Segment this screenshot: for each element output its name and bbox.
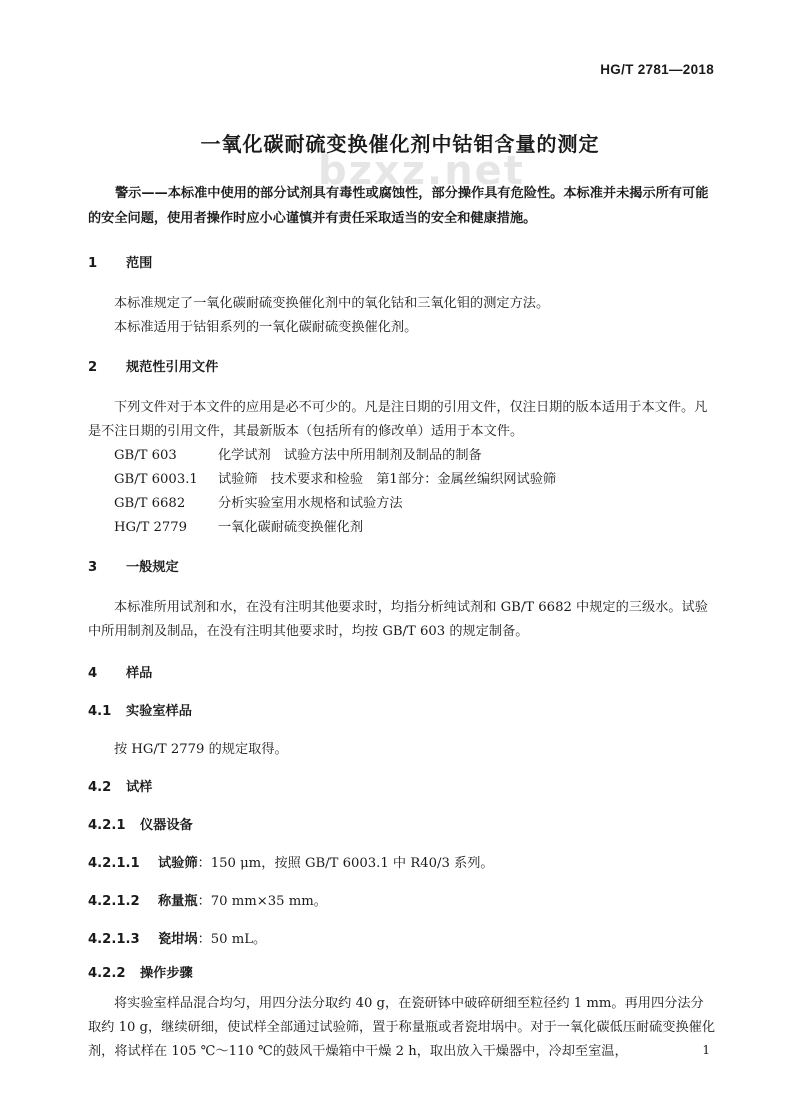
section-number: 3 (88, 560, 98, 575)
ref-code: HG/T 2779 (114, 520, 188, 535)
section-title: 实验室样品 (126, 704, 192, 719)
ref-item (114, 492, 403, 511)
section-2-heading (88, 356, 218, 375)
scope-line-1: 本标准规定了一氧化碳耐硫变换催化剂中的氧化钴和三氧化钼的测定方法。 (114, 296, 550, 311)
section-title: 试样 (126, 780, 153, 795)
procedure-text: 将实验室样品混合均匀，用四分法分取约 40 g，在瓷研钵中破碎研细至粒径约 1 mm。再用四分法分取约 10 g，继续研细，使试样全部通过试验筛，置于称量瓶或者瓷坩埚中。对于一氧化碳低压耐硫变换催化剂，将试样在 105 ℃～110 ℃的鼓风干燥箱中干燥 2 h，取出放入干燥器中，冷却至室温， (88, 996, 716, 1059)
item-text: ：50 mL。 (197, 932, 267, 947)
section-number: 4.1 (88, 704, 112, 719)
item-label: 试验筛 (158, 856, 198, 871)
section-number: 4.2.2 (88, 966, 126, 981)
ref-code: GB/T 6682 (114, 496, 186, 511)
section-number: 4 (88, 666, 98, 681)
ref-item (114, 444, 482, 463)
item-label: 瓷坩埚 (158, 932, 198, 947)
item-text: ：70 mm×35 mm。 (197, 894, 327, 909)
item-label: 称量瓶 (158, 894, 198, 909)
section-number: 2 (88, 360, 98, 375)
section-title: 范围 (126, 256, 153, 271)
apparatus-item (88, 890, 327, 909)
section-1-heading (88, 252, 152, 271)
lab-sample-text: 按 HG/T 2779 的规定取得。 (114, 742, 288, 757)
section-4-1-heading (88, 700, 192, 719)
item-number: 4.2.1.1 (88, 856, 140, 871)
item-number: 4.2.1.3 (88, 932, 140, 947)
ref-code: GB/T 603 (114, 448, 177, 463)
watermark: bzxz.net (318, 148, 525, 194)
ref-text: 一氧化碳耐硫变换催化剂 (218, 520, 364, 535)
section-number: 4.2 (88, 780, 112, 795)
section-4-2-heading (88, 776, 152, 795)
scope-line-2: 本标准适用于钴钼系列的一氧化碳耐硫变换催化剂。 (114, 320, 418, 335)
ref-code: GB/T 6003.1 (114, 472, 198, 487)
section-4-2-2-heading (88, 962, 193, 981)
section-title: 样品 (126, 666, 153, 681)
ref-text: 分析实验室用水规格和试验方法 (218, 496, 403, 511)
ref-item (114, 516, 363, 535)
ref-item (114, 468, 556, 487)
section-3-heading (88, 556, 179, 575)
section-4-heading (88, 662, 152, 681)
section-title: 一般规定 (126, 560, 179, 575)
section-number: 1 (88, 256, 98, 271)
item-text: ：150 μm，按照 GB/T 6003.1 中 R40/3 系列。 (197, 856, 494, 871)
section-4-2-1-heading (88, 814, 193, 833)
refs-intro: 下列文件对于本文件的应用是必不可少的。凡是注日期的引用文件，仅注日期的版本适用于本文件。凡是不注日期的引用文件，其最新版本（包括所有的修改单）适用于本文件。 (88, 400, 708, 439)
standard-code: HG/T 2781—2018 (600, 62, 714, 77)
apparatus-item (88, 852, 494, 871)
section-number: 4.2.1 (88, 818, 126, 833)
page-number: 1 (702, 1043, 710, 1057)
section-title: 规范性引用文件 (126, 360, 219, 375)
section-title: 仪器设备 (140, 818, 193, 833)
document-title: 一氧化碳耐硫变换催化剂中钴钼含量的测定 (200, 132, 600, 156)
general-text: 本标准所用试剂和水，在没有注明其他要求时，均指分析纯试剂和 GB/T 6682 中规定的三级水。试验中所用制剂及制品，在没有注明其他要求时，均按 GB/T 603 的规定制备。 (88, 600, 708, 639)
section-title: 操作步骤 (140, 966, 193, 981)
ref-text: 试验筛 技术要求和检验 第1部分：金属丝编织网试验筛 (218, 472, 557, 487)
ref-text: 化学试剂 试验方法中所用制剂及制品的制备 (218, 448, 482, 463)
item-number: 4.2.1.2 (88, 894, 140, 909)
safety-warning: 警示——本标准中使用的部分试剂具有毒性或腐蚀性，部分操作具有危险性。本标准并未揭示所有可能的安全问题，使用者操作时应小心谨慎并有责任采取适当的安全和健康措施。 (88, 186, 709, 226)
apparatus-item (88, 928, 266, 947)
